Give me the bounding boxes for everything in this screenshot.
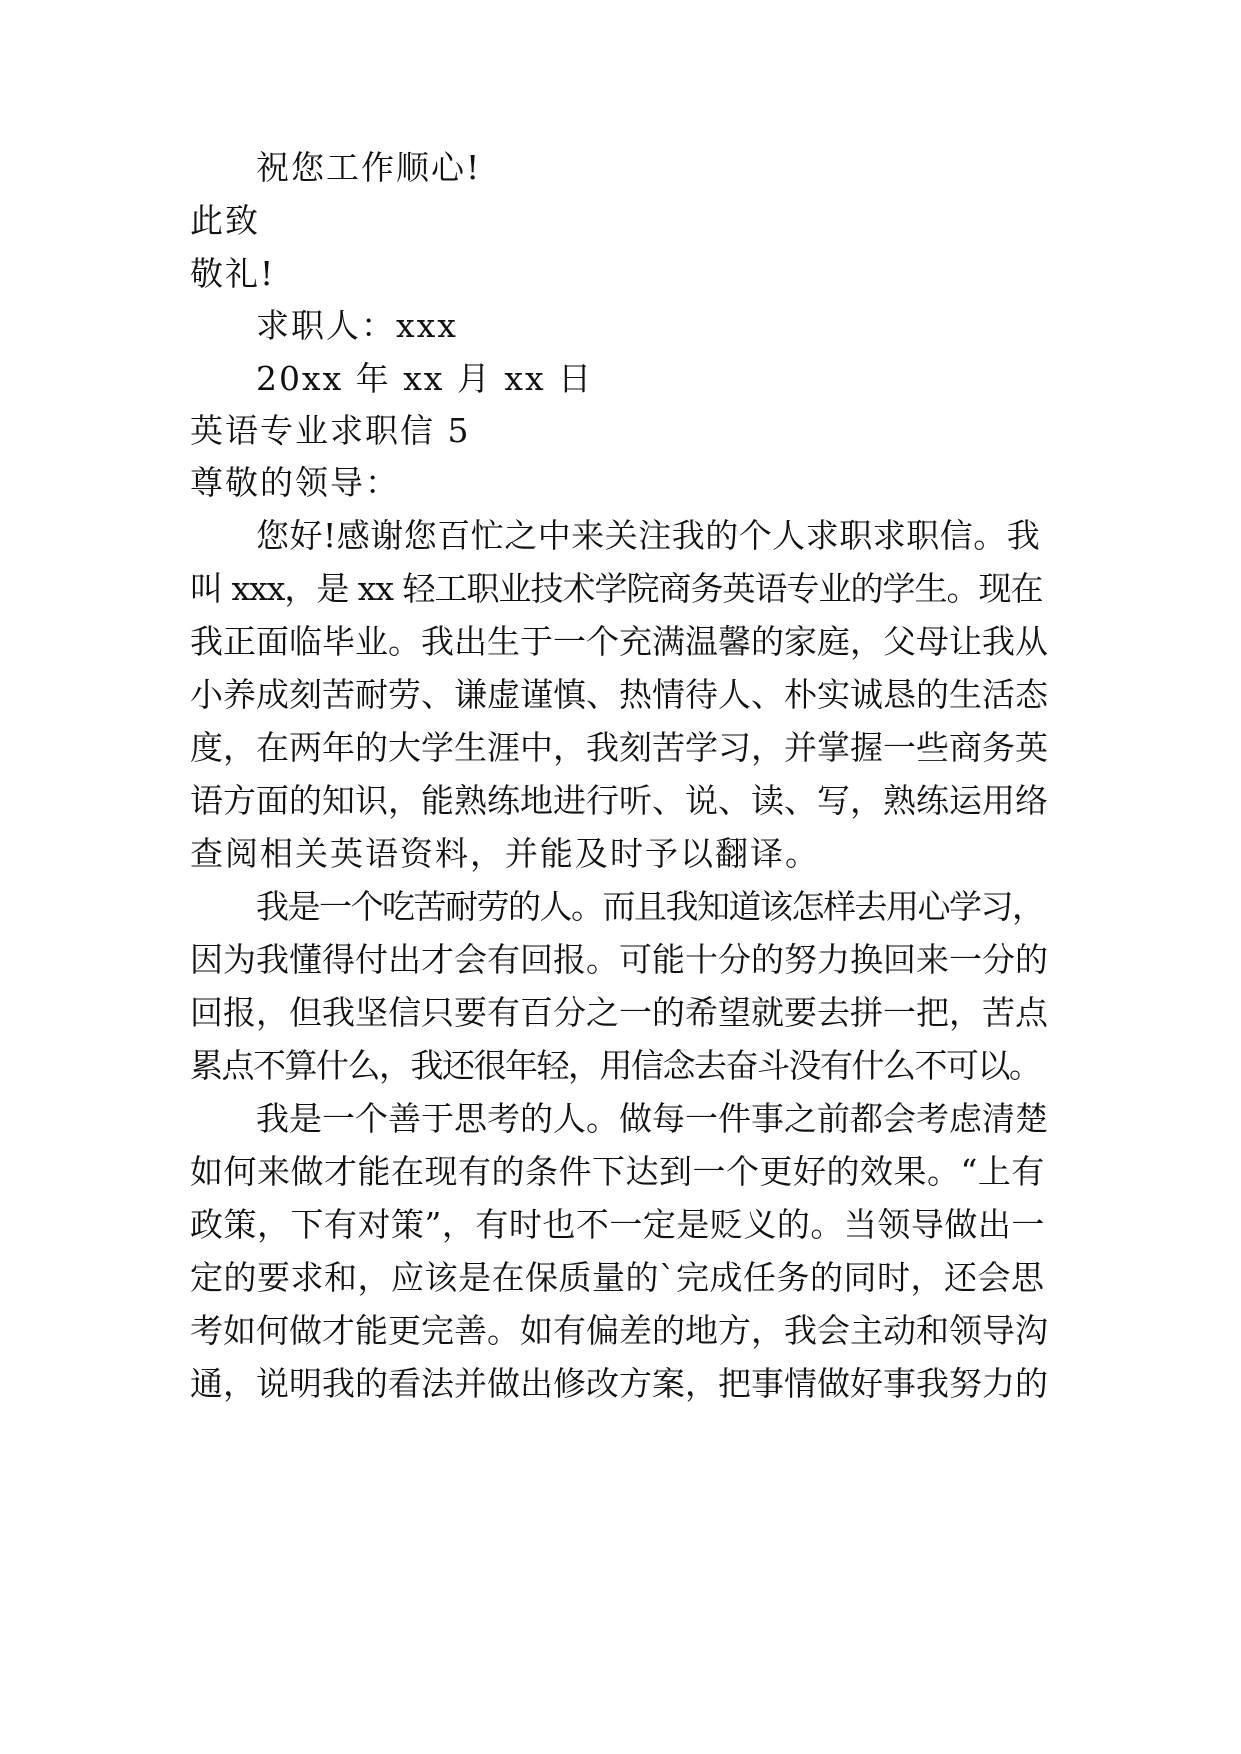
paragraph-3-line-6: 通，说明我的看法并做出修改方案，把事情做好事我努力的 <box>190 1364 1048 1403</box>
paragraph-1-line-2: 叫 xxx，是 xx 轻工职业技术学院商务英语专业的学生。现在 <box>190 569 1043 608</box>
closing-wish: 祝您工作顺心! <box>256 148 482 187</box>
paragraph-3-line-4: 定的要求和，应该是在保质量的`完成任务的同时，还会思 <box>190 1258 1045 1297</box>
paragraph-2-line-1: 我是一个吃苦耐劳的人。而且我知道该怎样去用心学习， <box>256 887 1044 926</box>
paragraph-3-line-5: 考如何做才能更完善。如有偏差的地方，我会主动和领导沟 <box>190 1311 1048 1350</box>
letter-date: 20xx 年 xx 月 xx 日 <box>256 359 594 398</box>
closing-salutation-1: 此致 <box>190 201 260 240</box>
paragraph-3-line-2: 如何来做才能在现有的条件下达到一个更好的效果。“上有 <box>190 1152 1045 1191</box>
paragraph-1-line-4: 小养成刻苦耐劳、谦虚谨慎、热情待人、朴实诚恳的生活态 <box>190 675 1048 714</box>
applicant-signature: 求职人：xxx <box>256 306 458 345</box>
paragraph-1-line-7: 查阅相关英语资料，并能及时予以翻译。 <box>190 834 820 873</box>
paragraph-1-line-6: 语方面的知识，能熟练地进行听、说、读、写，熟练运用络 <box>190 781 1048 820</box>
paragraph-2-line-3: 回报，但我坚信只要有百分之一的希望就要去拼一把，苦点 <box>190 993 1048 1032</box>
paragraph-1-line-5: 度，在两年的大学生涯中，我刻苦学习，并掌握一些商务英 <box>190 728 1048 767</box>
paragraph-3-line-1: 我是一个善于思考的人。做每一件事之前都会考虑清楚 <box>256 1099 1048 1138</box>
paragraph-1-line-3: 我正面临毕业。我出生于一个充满温馨的家庭，父母让我从 <box>190 622 1048 661</box>
paragraph-1-line-1: 您好!感谢您百忙之中来关注我的个人求职求职信。我 <box>256 516 1041 555</box>
letter-greeting: 尊敬的领导： <box>190 463 400 502</box>
closing-salutation-2: 敬礼! <box>190 254 276 293</box>
letter-title: 英语专业求职信 5 <box>190 411 471 450</box>
paragraph-2-line-4: 累点不算什么，我还很年轻，用信念去奋斗没有什么不可以。 <box>190 1046 1041 1085</box>
paragraph-3-line-3: 政策，下有对策”，有时也不一定是贬义的。当领导做出一 <box>190 1205 1045 1244</box>
paragraph-2-line-2: 因为我懂得付出才会有回报。可能十分的努力换回来一分的 <box>190 940 1048 979</box>
